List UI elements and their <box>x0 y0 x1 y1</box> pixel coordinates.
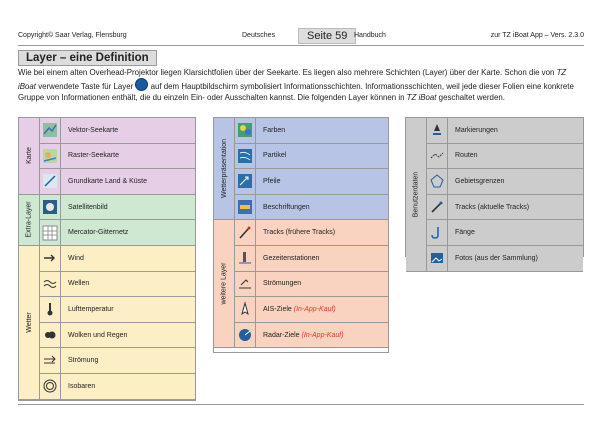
in-app-purchase-note: (In-App-Kauf) <box>301 331 344 339</box>
brand-name: TZ iBoat <box>18 68 567 91</box>
tracks-icon <box>235 220 256 245</box>
layer-row <box>427 246 583 272</box>
grid-icon <box>40 220 61 245</box>
layer-row <box>235 272 388 298</box>
layer-label: Radar-Ziele (In-App-Kauf) <box>263 331 344 339</box>
cloud-icon <box>40 323 61 348</box>
layer-label: Vektor-Seekarte <box>68 126 119 134</box>
layer-row <box>235 144 388 170</box>
page-number: Seite 59 <box>298 28 356 44</box>
intro-part: Wie bei einem alten Overhead-Projektor liegen Klarsichtfolien über der Seekarte. Es liegen also mehrere Schichten (Layer) über der Karte. Schon die von <box>18 68 557 77</box>
layer-table-middle <box>213 117 389 353</box>
route-icon <box>427 144 448 169</box>
marker-icon <box>427 118 448 143</box>
layer-button-icon <box>135 78 148 91</box>
group-label-text: Wetterpräsentation <box>220 139 228 199</box>
radar-icon <box>235 323 256 348</box>
map-icon <box>40 118 61 143</box>
layer-label: Strömungen <box>263 280 302 288</box>
layer-row <box>427 144 583 170</box>
raster-map-icon <box>40 144 61 169</box>
layer-label: Tracks (frühere Tracks) <box>263 229 336 237</box>
layer-row <box>235 220 388 246</box>
layer-label: Lufttemperatur <box>68 305 114 313</box>
layer-label: Grundkarte Land & Küste <box>68 177 147 185</box>
layer-row <box>40 374 195 400</box>
layer-row <box>40 118 195 144</box>
tide-station-icon <box>235 246 256 271</box>
layer-label: Isobaren <box>68 382 96 390</box>
colors-icon <box>235 118 256 143</box>
intro-paragraph <box>18 67 584 103</box>
layer-label: Tracks (aktuelle Tracks) <box>455 203 530 211</box>
layer-label: Wolken und Regen <box>68 331 128 339</box>
layer-table-left <box>18 117 196 401</box>
current-icon <box>40 348 61 373</box>
group-label-text: Benutzerdaten <box>412 171 420 218</box>
labels-icon <box>235 195 256 220</box>
layer-row <box>40 272 195 298</box>
brand-name: TZ iBoat <box>406 93 437 102</box>
layer-row <box>427 169 583 195</box>
intro-part: geschaltet werden. <box>436 93 505 102</box>
group-label-text: Extra-Layer <box>25 201 33 238</box>
layer-row <box>40 169 195 195</box>
layer-label: Wind <box>68 254 84 262</box>
wind-icon <box>40 246 61 271</box>
layer-row <box>40 195 195 221</box>
layer-row <box>427 220 583 246</box>
layer-row <box>40 297 195 323</box>
group-label-text: Karte <box>25 147 33 165</box>
layer-row <box>235 118 388 144</box>
group-label <box>406 118 427 272</box>
layer-row <box>40 220 195 246</box>
group-label-text: weitere Layer <box>220 262 228 305</box>
particles-icon <box>235 144 256 169</box>
isobar-icon <box>40 374 61 399</box>
layer-label: Routen <box>455 152 478 160</box>
header-divider <box>18 45 584 46</box>
group-label <box>19 195 40 246</box>
intro-part: auf dem Hauptbildschirm symbolisiert Informationsschichten. Informationsschichten, weil jede dieser Folien eine konkrete Gruppe von Informationen enthält, die du einzeln Ein- oder Ausschalten kannst. Die folgenden Layer können in <box>18 82 574 102</box>
layer-table-right <box>405 117 584 262</box>
satellite-icon <box>40 195 61 220</box>
layer-label: Fotos (aus der Sammlung) <box>455 254 538 262</box>
layer-label: Gezeitenstationen <box>263 254 320 262</box>
layer-row <box>40 246 195 272</box>
layer-row <box>235 246 388 272</box>
layer-row <box>427 118 583 144</box>
layer-row <box>40 144 195 170</box>
layer-row <box>40 348 195 374</box>
layer-row <box>235 195 388 221</box>
boundary-icon <box>427 169 448 194</box>
layer-row <box>235 297 388 323</box>
app-version-text: zur TZ iBoat App – Vers. 2.3.0 <box>490 32 584 39</box>
group-label-text: Wetter <box>25 312 33 333</box>
layer-label: Pfeile <box>263 177 281 185</box>
handbook-text: Handbuch <box>354 32 386 39</box>
group-label <box>19 246 40 400</box>
fish-hook-icon <box>427 220 448 245</box>
language-text: Deutsches <box>242 32 276 39</box>
page-header <box>18 28 584 42</box>
layer-label: Wellen <box>68 280 90 288</box>
layer-row <box>427 195 583 221</box>
layer-label: Gebietsgrenzen <box>455 177 505 185</box>
layer-row <box>235 169 388 195</box>
arrows-icon <box>235 169 256 194</box>
waves-icon <box>40 272 61 297</box>
layer-label: Mercator-Gitternetz <box>68 229 129 237</box>
footer-divider <box>18 404 584 405</box>
layer-label: Raster-Seekarte <box>68 152 119 160</box>
layer-label: Beschriftungen <box>263 203 310 211</box>
layer-label: Markierungen <box>455 126 498 134</box>
layer-label: Strömung <box>68 357 99 365</box>
layer-label: AIS-Ziele (In-App-Kauf) <box>263 305 336 313</box>
base-map-icon <box>40 169 61 194</box>
layer-label: Fänge <box>455 229 475 237</box>
in-app-purchase-note: (In-App-Kauf) <box>293 305 336 313</box>
thermometer-icon <box>40 297 61 322</box>
intro-part: verwendete Taste für Layer <box>36 82 136 91</box>
layer-row <box>235 323 388 349</box>
section-title: Layer – eine Definition <box>18 50 157 66</box>
currents-icon <box>235 272 256 297</box>
group-label <box>214 220 235 348</box>
photo-icon <box>427 246 448 271</box>
track-active-icon <box>427 195 448 220</box>
layer-label: Satellitenbild <box>68 203 108 211</box>
layer-label: Farben <box>263 126 286 134</box>
group-label <box>214 118 235 220</box>
group-label <box>19 118 40 195</box>
layer-row <box>40 323 195 349</box>
copyright-text: Copyright© Saar Verlag, Flensburg <box>18 32 127 39</box>
ais-icon <box>235 297 256 322</box>
layer-label: Partikel <box>263 152 287 160</box>
